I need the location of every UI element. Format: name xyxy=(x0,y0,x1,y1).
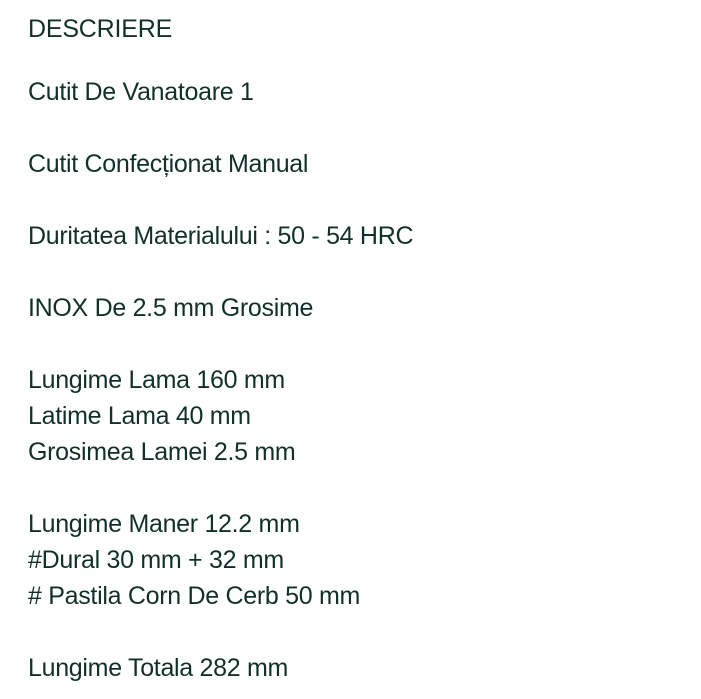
description-line-dural: #Dural 30 mm + 32 mm xyxy=(28,546,284,574)
description-line-blade-thickness: Grosimea Lamei 2.5 mm xyxy=(28,438,296,466)
description-line-handle-length: Lungime Maner 12.2 mm xyxy=(28,510,300,538)
description-heading: DESCRIERE xyxy=(28,15,173,43)
description-line-antler-insert: # Pastila Corn De Cerb 50 mm xyxy=(28,582,361,610)
description-line-blade-width: Latime Lama 40 mm xyxy=(28,402,251,430)
description-line-material: INOX De 2.5 mm Grosime xyxy=(28,294,314,322)
description-line-handmade: Cutit Confecționat Manual xyxy=(28,150,309,178)
description-line-product-name: Cutit De Vanatoare 1 xyxy=(28,78,254,106)
description-line-blade-length: Lungime Lama 160 mm xyxy=(28,366,285,394)
description-line-total-length: Lungime Totala 282 mm xyxy=(28,654,289,682)
description-line-hardness: Duritatea Materialului : 50 - 54 HRC xyxy=(28,222,414,250)
